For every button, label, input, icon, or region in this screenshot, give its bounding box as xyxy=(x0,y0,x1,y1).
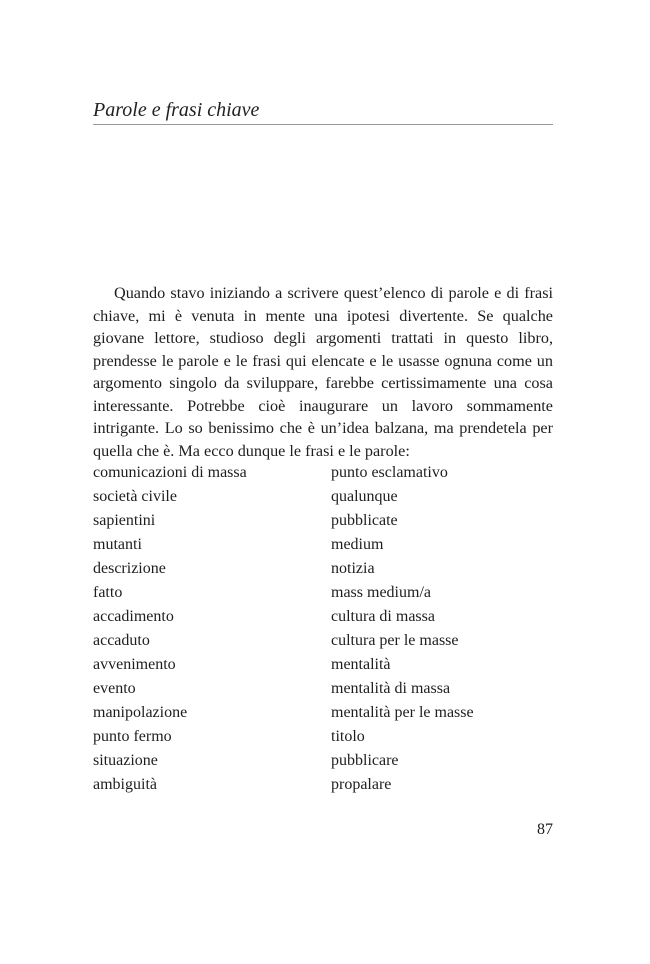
list-row xyxy=(93,581,553,605)
list-item: cultura per le masse xyxy=(331,632,459,649)
page-number: 87 xyxy=(537,821,553,838)
list-row xyxy=(93,725,553,749)
list-item: accadimento xyxy=(93,608,174,625)
list-item: fatto xyxy=(93,584,123,601)
list-item: notizia xyxy=(331,560,375,577)
list-item: ambiguità xyxy=(93,776,157,793)
list-item: accaduto xyxy=(93,632,150,649)
list-row xyxy=(93,677,553,701)
list-item: pubblicate xyxy=(331,512,398,529)
list-item: qualunque xyxy=(331,488,398,505)
list-row xyxy=(93,653,553,677)
list-item: titolo xyxy=(331,728,365,745)
list-row xyxy=(93,485,553,509)
list-item: mentalità xyxy=(331,656,391,673)
list-row xyxy=(93,749,553,773)
list-item: avvenimento xyxy=(93,656,176,673)
list-item: società civile xyxy=(93,488,177,505)
list-item: mutanti xyxy=(93,536,142,553)
intro-paragraph: Quando stavo iniziando a scrivere quest’elenco di parole e di frasi chiave, mi è venuta in mente una ipotesi divertente. Se qualche giovane lettore, studioso degli argomenti trattati in questo libro, prendesse le parole e le frasi qui elencate e le usasse ognuna come un argomento singolo da sviluppare, farebbe certissimamente una cosa interessante. Potrebbe cioè inaugurare un lavoro sommamente intrigante. Lo so benissimo che è un’idea balzana, ma prendetela per quella che è. Ma ecco dunque le frasi e le parole: xyxy=(93,284,553,460)
list-item: medium xyxy=(331,536,384,553)
list-item: manipolazione xyxy=(93,704,188,721)
list-item: descrizione xyxy=(93,560,166,577)
header-rule xyxy=(93,124,553,125)
list-row xyxy=(93,533,553,557)
list-row xyxy=(93,461,553,485)
list-item: situazione xyxy=(93,752,158,769)
list-item: sapientini xyxy=(93,512,156,529)
list-row xyxy=(93,557,553,581)
keyword-list xyxy=(93,461,553,797)
list-item: mass medium/a xyxy=(331,584,431,601)
list-row xyxy=(93,605,553,629)
list-row xyxy=(93,773,553,797)
running-head-title: Parole e frasi chiave xyxy=(93,99,260,121)
list-item: mentalità di massa xyxy=(331,680,451,697)
list-item: punto fermo xyxy=(93,728,172,745)
list-item: mentalità per le masse xyxy=(331,704,474,721)
list-item: punto esclamativo xyxy=(331,464,448,481)
list-item: comunicazioni di massa xyxy=(93,464,247,481)
list-row xyxy=(93,701,553,725)
list-row xyxy=(93,629,553,653)
list-item: evento xyxy=(93,680,136,697)
list-item: pubblicare xyxy=(331,752,399,769)
list-item: cultura di massa xyxy=(331,608,435,625)
list-item: propalare xyxy=(331,776,392,793)
list-row xyxy=(93,509,553,533)
